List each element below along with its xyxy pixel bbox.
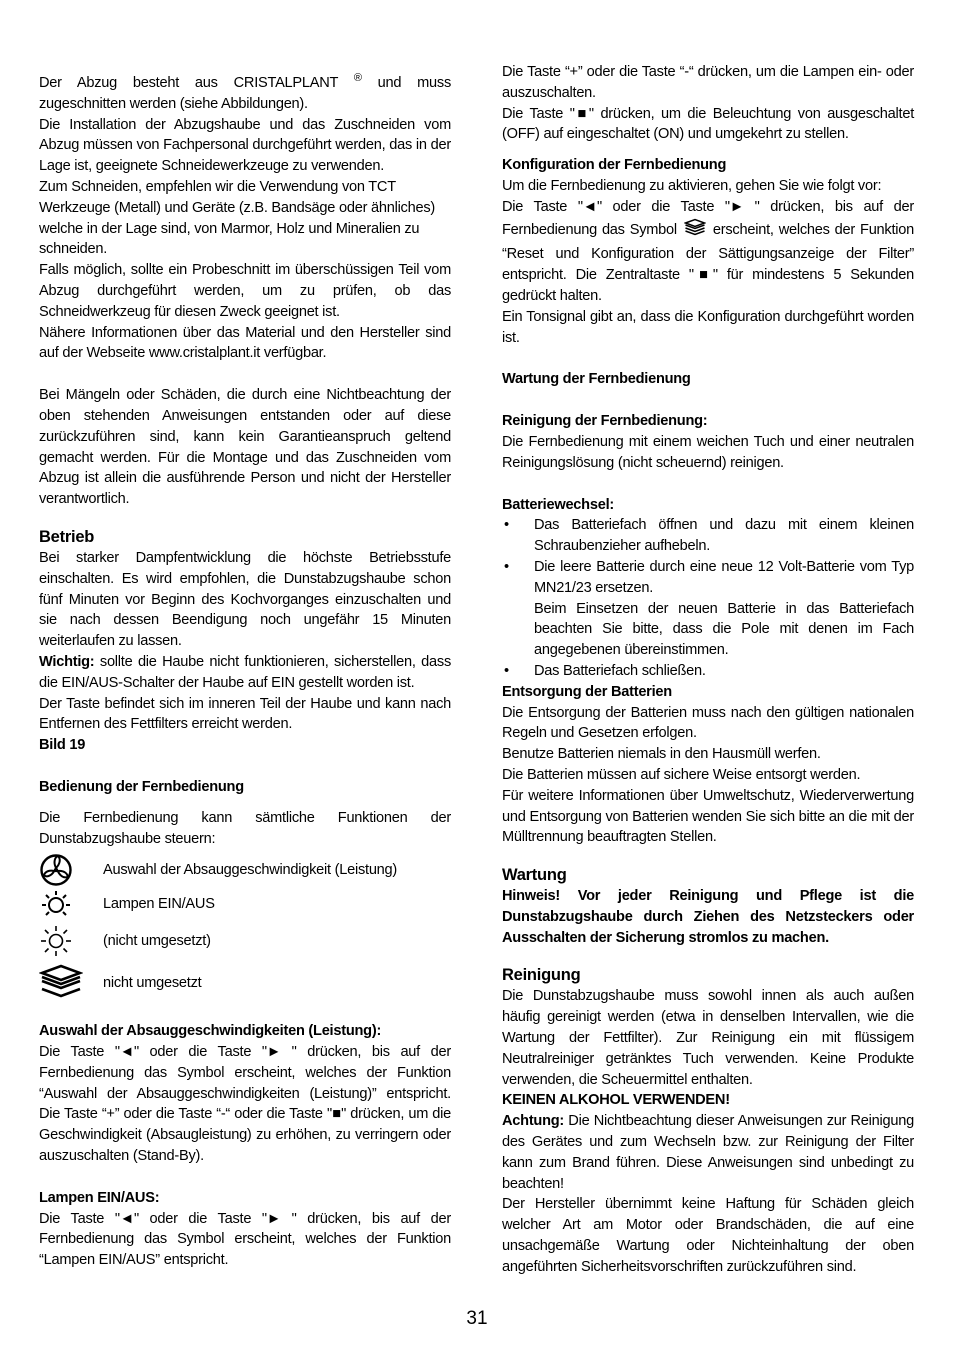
lampen-paragraph: Die Taste "◄" oder die Taste "► " drücken, bis auf der Fernbedienung das Symbol erscheint, welches der Funktion “Lampen EIN/AUS” entspricht. — [39, 1210, 451, 1269]
lamp-dim-icon — [39, 924, 103, 958]
info-paragraph: Nähere Informationen über das Material und den Hersteller sind auf der Webseite www.cristalplant.it verfügbar. — [39, 324, 451, 362]
page-number: 31 — [466, 1308, 488, 1329]
reinigung-fernbedienung-paragraph: Die Fernbedienung mit einem weichen Tuch und einer neutralen Reinigungslösung (nicht scheuernd) reinigen. — [502, 433, 914, 471]
lampen-continue-paragraph: Die Taste “+” oder die Taste “-“ drücken, um die Lampen ein- oder auszuschalten. — [502, 64, 914, 101]
list-item: • Das Batteriefach schließen. — [502, 661, 914, 682]
hersteller-paragraph: Der Hersteller übernimmt keine Haftung für Schäden gleich welcher Art am Motor oder Brandschäden, die auf eine unsachgemäße Wartung oder Nichteinhaltung der oben angeführten Sicherheitsvorschriften zurückzuführen sind. — [502, 1196, 914, 1275]
battery-steps-list-end — [502, 661, 914, 682]
wichtig-label: Wichtig: — [39, 653, 95, 670]
section-title-batteriewechsel: Batteriewechsel: — [502, 496, 614, 513]
symbol-label: Lampen EIN/AUS — [103, 895, 215, 912]
achtung-paragraph — [502, 1111, 914, 1194]
lamp-icon — [39, 889, 103, 919]
tonsignal-paragraph: Ein Tonsignal gibt an, dass die Konfiguration durchgeführt worden ist. — [502, 308, 914, 346]
entsorgung-paragraph-4: Für weitere Informationen über Umweltschutz, Wiederverwertung und Entsorgung von Batterien wenden Sie sich bitte an die mit der Mülltrennung beauftragten Stellen. — [502, 787, 914, 846]
auswahl-paragraph: Die Taste "◄" oder die Taste "► " drücken, bis auf der Fernbedienung das Symbol erscheint, welches der Funktion “Auswahl der Absauggeschwindigkeiten (Leistung)” entspricht. Die Taste “+” oder die Taste “-“ oder die Taste "■" drücken, um die Geschwindigkeit (Absaugleistung) zu erhöhen, zu verringern oder auszuschalten (Stand-By). — [39, 1044, 451, 1165]
wichtig-paragraph — [39, 652, 451, 694]
intro-text-b: und muss zugeschnitten werden (siehe Abbildungen). — [39, 75, 452, 112]
taste-paragraph: Der Taste befindet sich im inneren Teil der Haube und kann nach Entfernen des Fettfilters erreicht werden. — [39, 695, 451, 733]
battery-polarity-note: Beim Einsetzen der neuen Batterie in das Batteriefach beachten Sie bitte, dass die Pole mit denen im Fach angegebenen übereinstimmen. — [534, 600, 914, 659]
entsorgung-paragraph-3: Die Batterien müssen auf sichere Weise entsorgt werden. — [502, 766, 861, 783]
registered-mark: ® — [353, 72, 362, 84]
section-title-reinigung-fernbedienung: Reinigung der Fernbedienung: — [502, 413, 708, 430]
section-title-wartung-fernbedienung: Wartung der Fernbedienung — [502, 371, 691, 388]
section-title-konfiguration: Konfiguration der Fernbedienung — [502, 157, 727, 174]
symbol-label: Auswahl der Absauggeschwindigkeit (Leistung) — [103, 861, 398, 878]
symbol-label: nicht umgesetzt — [103, 974, 202, 991]
figure-reference: Bild 19 — [39, 737, 86, 754]
section-title-entsorgung: Entsorgung der Batterien — [502, 683, 672, 700]
intro-paragraph — [39, 68, 451, 115]
entsorgung-paragraph-1: Die Entsorgung der Batterien muss nach den gültigen nationalen Regeln und Gesetzen erfolgen. — [502, 704, 914, 742]
list-item: • Das Batteriefach öffnen und dazu mit einem kleinen Schraubenzieher aufhebeln. — [502, 515, 914, 557]
filter-stack-icon — [39, 963, 103, 1003]
section-title-auswahl: Auswahl der Absauggeschwindigkeiten (Leistung): — [39, 1023, 382, 1040]
symbol-row-lamp — [39, 887, 451, 921]
left-column — [39, 60, 451, 1271]
wichtig-text: sollte die Haube nicht funktionieren, sicherstellen, dass die EIN/AUS-Schalter der Haube auf EIN gestellt worden ist. — [39, 653, 451, 691]
konfiguration-intro: Um die Fernbedienung zu aktivieren, gehen Sie wie folgt vor: — [502, 177, 882, 194]
section-title-fernbedienung: Bedienung der Fernbedienung — [39, 778, 244, 795]
beleuchtung-paragraph: Die Taste "■" drücken, um die Beleuchtung von ausgeschaltet (OFF) auf eingeschaltet (ON) und umgekehrt zu stellen. — [502, 105, 914, 143]
symbol-row-filter — [39, 961, 451, 1005]
section-title-betrieb: Betrieb — [39, 527, 95, 546]
test-cut-paragraph: Falls möglich, sollte ein Probeschnitt im überschüssigen Teil vom Abzug durchgeführt werden, um zu prüfen, ob das Schneidwerkzeug für diesen Zweck geeignet ist. — [39, 262, 451, 320]
right-column — [502, 60, 914, 1278]
section-title-wartung: Wartung — [502, 866, 567, 885]
list-item: • Die leere Batterie durch eine neue 12 Volt-Batterie vom Typ MN21/23 ersetzen. — [502, 557, 914, 599]
konfiguration-text-a: Die Taste "◄" oder die Taste "► " drücken, bis auf der Fernbedienung das Symbol — [502, 198, 914, 238]
konfiguration-text-b: erscheint, welches der Funktion “Reset und Konfiguration der Sättigungsanzeige der Filter” entspricht. Die Zentraltaste "■" für mindestens 5 Sekunden gedrückt halten. — [502, 221, 914, 304]
fernbedienung-paragraph: Die Fernbedienung kann sämtliche Funktionen der Dunstabzugshaube steuern: — [39, 809, 451, 847]
symbol-list — [39, 853, 451, 1005]
betrieb-paragraph: Bei starker Dampfentwicklung die höchste Betriebsstufe einschalten. Es wird empfohlen, die Dunstabzugshaube schon fünf Minuten vor Beginn des Kochvorganges einzuschalten und sie nach dessen Beendigung noch ungefähr 15 Minuten weiterlaufen zu lassen. — [39, 549, 451, 650]
achtung-label: Achtung: — [502, 1113, 565, 1130]
filter-stack-icon — [684, 218, 706, 245]
symbol-row-lamp-dim — [39, 921, 451, 961]
warranty-paragraph: Bei Mängeln oder Schäden, die durch eine Nichtbeachtung der oben stehenden Anweisungen entstanden oder auf diese zurückzuführen sind, kann kein Garantieanspruch geltend gemacht werden. Für die Montage und das Zuschneiden vom Abzug ist allein die ausführende Person und nicht der Hersteller verantwortlich. — [39, 387, 451, 508]
symbol-label: (nicht umgesetzt) — [103, 932, 211, 949]
entsorgung-paragraph-2: Benutze Batterien niemals in den Hausmüll werfen. — [502, 746, 821, 763]
battery-steps-list — [502, 515, 914, 598]
reinigung-paragraph: Die Dunstabzugshaube muss sowohl innen als auch außen häufig gereinigt werden (etwa in denselben Intervallen, wie die Wartung der Fettfilter). Zur Reinigung ein mit flüssigem Neutralreiniger getränktes Tuch verwenden. Keine Produkte verwenden, die Scheuermittel enthalten. — [502, 988, 914, 1088]
cutting-paragraph: Zum Schneiden, empfehlen wir die Verwendung von TCT Werkzeuge (Metall) und Geräte (z.B. Bandsäge oder ähnliches) welche in der Lage sind, von Marmor, Holz und Mineralien zu schneiden. — [39, 178, 435, 258]
installation-paragraph: Die Installation der Abzugshaube und das Zuschneiden vom Abzug müssen von Fachpersonal durchgeführt werden, das in der Lage ist, geeignete Schneidewerkzeuge zu verwenden. — [39, 116, 451, 175]
symbol-row-fan — [39, 853, 451, 887]
fan-icon — [39, 853, 103, 887]
no-alcohol-warning: KEINEN ALKOHOL VERWENDEN! — [502, 1092, 730, 1109]
achtung-text: Die Nichtbeachtung dieser Anweisungen zur Reinigung des Gerätes und zum Wechseln bzw. zur Reinigung der Filter kann zum Brand führen. Diese Anweisungen sind unbedingt zu beachten! — [502, 1113, 914, 1192]
section-title-lampen: Lampen EIN/AUS: — [39, 1189, 160, 1206]
konfiguration-steps — [502, 197, 914, 307]
intro-text-a: Der Abzug besteht aus CRISTALPLANT — [39, 75, 338, 91]
section-title-reinigung: Reinigung — [502, 966, 581, 985]
hinweis-paragraph: Hinweis! Vor jeder Reinigung und Pflege ist die Dunstabzugshaube durch Ziehen des Netzsteckers oder Ausschalten der Sicherung stromlos zu machen. — [502, 888, 914, 946]
